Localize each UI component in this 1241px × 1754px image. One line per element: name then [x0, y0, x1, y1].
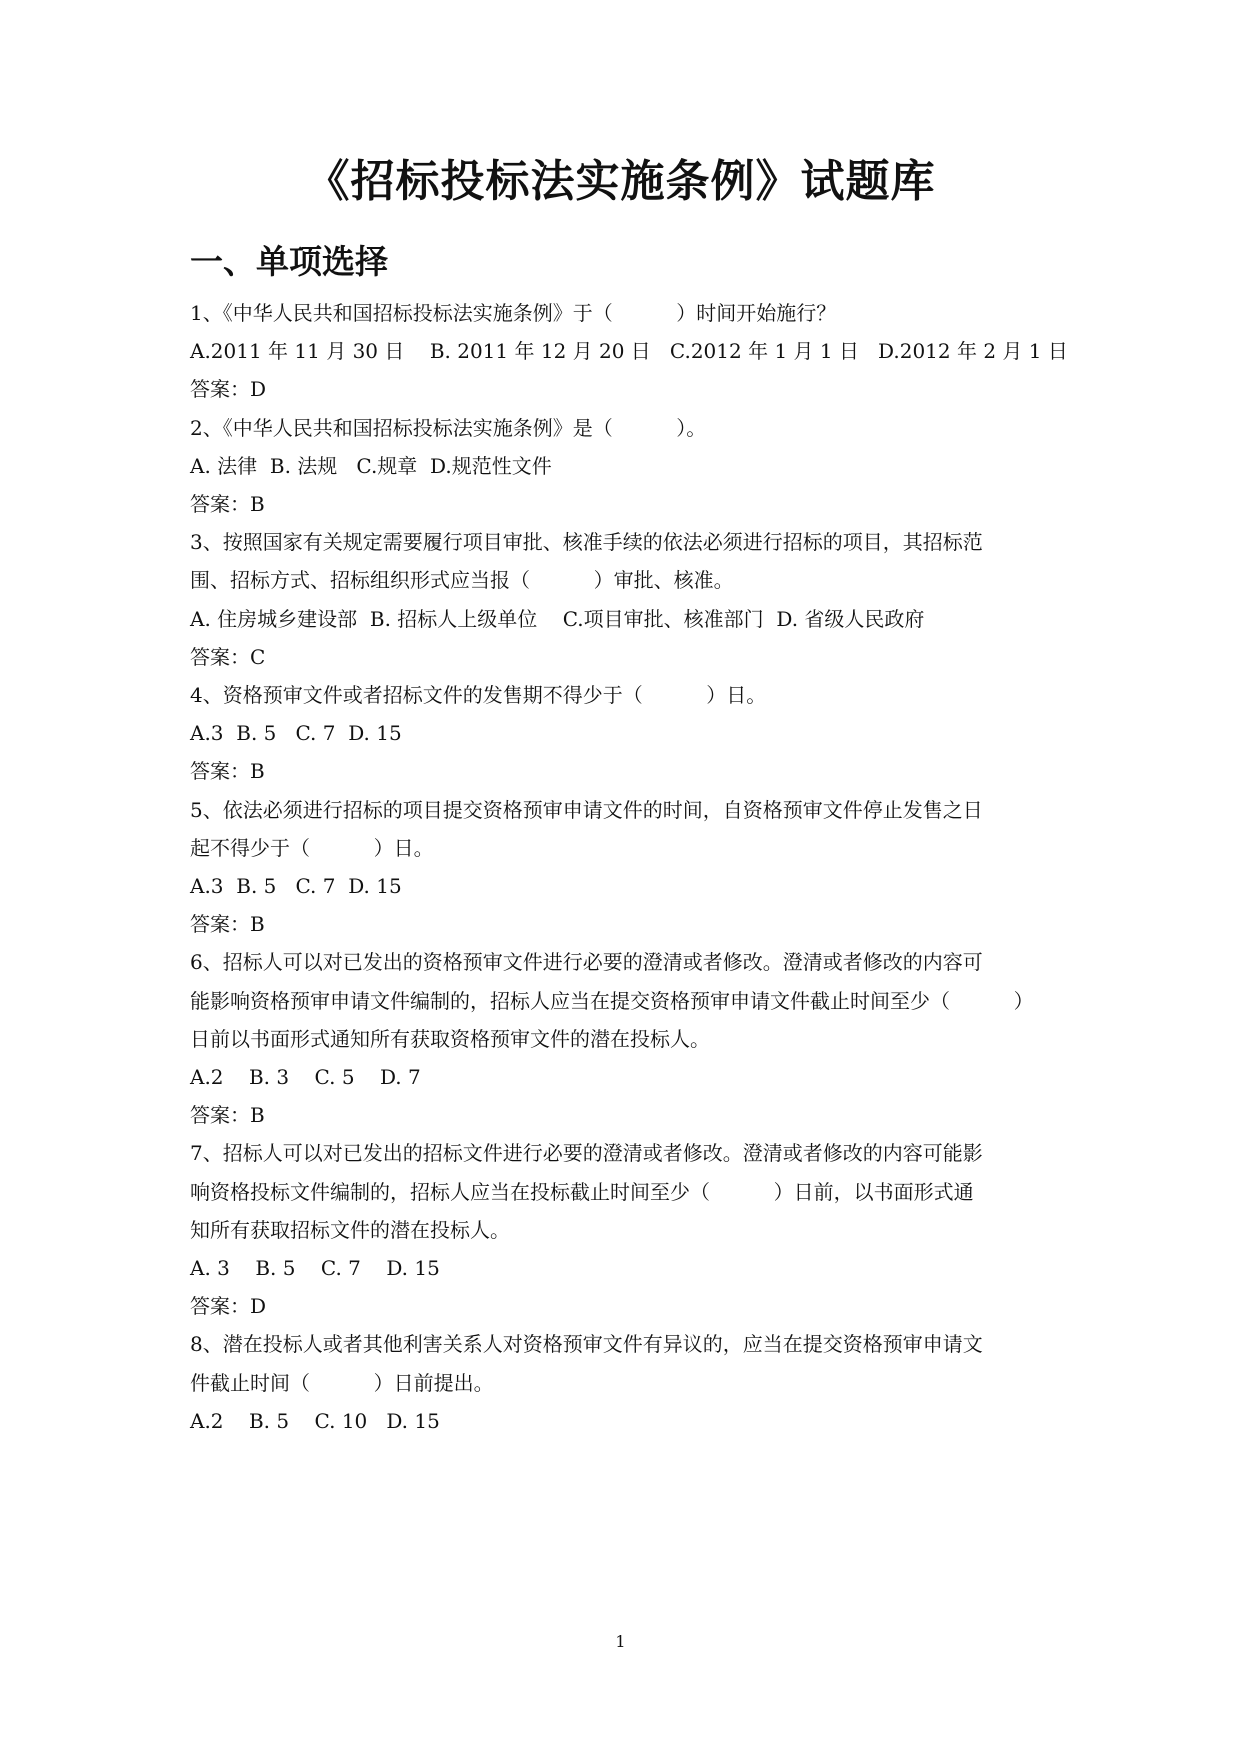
text-line: 答案：D [190, 1294, 267, 1318]
text-line: 答案：B [190, 912, 265, 936]
text-line: 能影响资格预审申请文件编制的，招标人应当在提交资格预审申请文件截止时间至少（ ） [190, 989, 1034, 1013]
text-line: 7、招标人可以对已发出的招标文件进行必要的澄清或者修改。澄清或者修改的内容可能影 [190, 1141, 983, 1165]
document-title: 《招标投标法实施条例》试题库 [305, 156, 936, 207]
text-line: 件截止时间（ ）日前提出。 [190, 1371, 494, 1395]
text-line: 1、《中华人民共和国招标投标法实施条例》于（ ）时间开始施行？ [190, 301, 837, 325]
text-line: 答案：D [190, 377, 267, 401]
text-line: A.3 B. 5 C. 7 D. 15 [190, 721, 402, 745]
text-line: A.3 B. 5 C. 7 D. 15 [190, 874, 402, 898]
text-line: A.2 B. 5 C. 10 D. 15 [190, 1409, 440, 1433]
text-line: A.2011 年 11 月 30 日 B. 2011 年 12 月 20 日 C.2012 年 1 月 1 日 D.2012 年 2 月 1 日 [190, 339, 1068, 363]
text-line: 围、招标方式、招标组织形式应当报（ ）审批、核准。 [190, 568, 734, 592]
text-line: 答案：B [190, 492, 265, 516]
text-line: 起不得少于（ ）日。 [190, 836, 434, 860]
text-line: A. 住房城乡建设部 B. 招标人上级单位 C.项目审批、核准部门 D. 省级人民政府 [190, 607, 925, 631]
text-line: 2、《中华人民共和国招标投标法实施条例》是（ ）。 [190, 416, 707, 440]
text-line: 响资格投标文件编制的，招标人应当在投标截止时间至少（ ）日前，以书面形式通 [190, 1180, 974, 1204]
page-number: 1 [615, 1632, 626, 1651]
text-line: A. 法律 B. 法规 C.规章 D.规范性文件 [190, 454, 552, 478]
text-line: 答案：B [190, 1103, 265, 1127]
section-heading: 一、单项选择 [190, 242, 388, 281]
text-line: 5、依法必须进行招标的项目提交资格预审申请文件的时间，自资格预审文件停止发售之日 [190, 798, 983, 822]
text-line: 8、潜在投标人或者其他利害关系人对资格预审文件有异议的，应当在提交资格预审申请文 [190, 1332, 983, 1356]
text-line: 答案：B [190, 759, 265, 783]
text-line: 3、按照国家有关规定需要履行项目审批、核准手续的依法必须进行招标的项目，其招标范 [190, 530, 983, 554]
text-line: A.2 B. 3 C. 5 D. 7 [190, 1065, 421, 1089]
text-line: 答案：C [190, 645, 266, 669]
text-line: A. 3 B. 5 C. 7 D. 15 [190, 1256, 440, 1280]
text-line: 4、资格预审文件或者招标文件的发售期不得少于（ ）日。 [190, 683, 767, 707]
text-line: 日前以书面形式通知所有获取资格预审文件的潜在投标人。 [190, 1027, 710, 1051]
text-line: 知所有获取招标文件的潜在投标人。 [190, 1218, 510, 1242]
text-line: 6、招标人可以对已发出的资格预审文件进行必要的澄清或者修改。澄清或者修改的内容可 [190, 950, 983, 974]
